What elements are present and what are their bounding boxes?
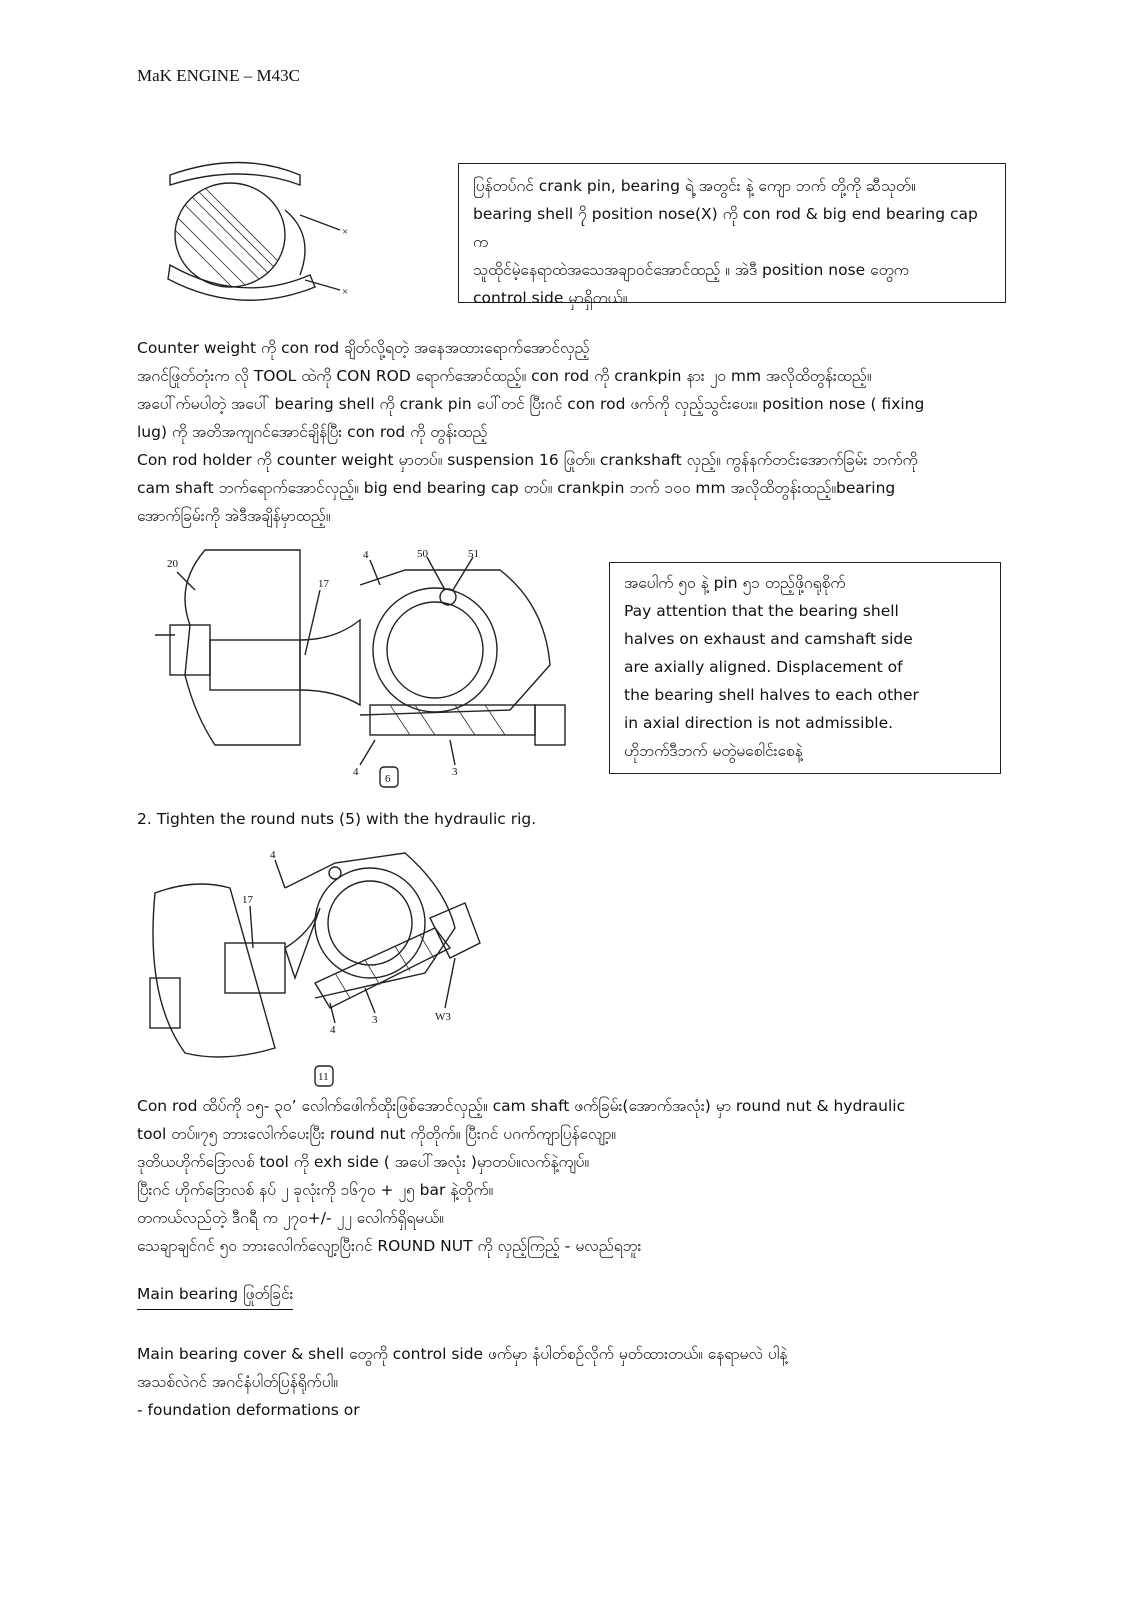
note-line: are axially aligned. Displacement of [624, 658, 903, 676]
text-line: tool တပ်။၇၅ ဘားလေါက်ပေးပြီး round nut ကိုတိုက်။ ပြီးဂင် ပဂက်ကျာပြန်လျော့။ [137, 1125, 616, 1143]
page-header: MaK ENGINE – M43C [137, 66, 300, 85]
con-rod-tightening-paragraph [137, 1092, 997, 1260]
counter-weight-paragraph [137, 334, 997, 530]
note-line: Pay attention that the bearing shell [624, 602, 899, 620]
label-4-bottom: 4 [330, 1024, 336, 1036]
position-nose-mark-2: × [342, 286, 349, 298]
label-17: 17 [318, 578, 329, 590]
label-4-top: 4 [270, 849, 276, 861]
text-line: Main bearing cover & shell တွေကို control side ဖက်မှာ နံပါတ်စဉ်လိုက် မှတ်ထားတယ်။ နေရာမလဲ ပါနဲ့ [137, 1345, 788, 1363]
figure-number-11: 11 [318, 1071, 329, 1083]
note-box-crank-pin [458, 163, 1006, 307]
text-line: ဒုတိယဟိုက်ဒြောလစ် tool ကို exh side ( အပေါ်အလုံး )မှာတပ်။လက်နဲ့ကျပ်။ [137, 1153, 590, 1171]
hydraulic-rig-figure [135, 848, 495, 1088]
note-line: ပြန်တပ်ဂင် crank pin, bearing ရဲ့ အတွင်း နဲ့ ကျော ဘက် တို့ကို ဆီသုတ်။ [473, 177, 916, 195]
label-4-top: 4 [363, 549, 369, 561]
figure-number-6: 6 [385, 773, 391, 785]
note-line: halves on exhaust and camshaft side [624, 630, 913, 648]
label-17: 17 [242, 894, 253, 906]
text-line: တကယ်လည်တဲ့ ဒီဂရီ က ၂၇၀+/- ၂၂ လေါက်ရှိရမယ်။ [137, 1209, 444, 1227]
text-line: Con rod holder ကို counter weight မှာတပ်။ suspension 16 ဖြုတ်။ crankshaft လှည့်။ ကွန်နက်တင်းအောက်ခြမ်း ဘက်ကို [137, 451, 918, 469]
text-line: သေချာချင်ဂင် ၅၀ ဘားလေါက်လျော့ပြီးဂင် ROUND NUT ကို လှည့်ကြည့် - မလည်ရဘူး [137, 1237, 642, 1255]
note-line: in axial direction is not admissible. [624, 714, 894, 732]
text-line: lug) ကို အတိအကျဂင်အောင်ချိန်ပြီး con rod ကို တွန်းထည့် [137, 423, 488, 441]
text-line: Con rod ထိပ်ကို ၁၅- ၃၀’ လေါက်ဖေါက်ထိုးဖြစ်အောင်လှည့်။ cam shaft ဖက်ခြမ်း(အောက်အလုံး) မှာ round nut & hydraulic [137, 1097, 906, 1115]
main-bearing-paragraph [137, 1340, 997, 1424]
text-line: Counter weight ကို con rod ချိတ်လို့ရတဲ့ အနေအထားရောက်အောင်လှည့် [137, 339, 590, 357]
label-50: 50 [417, 548, 428, 560]
section-heading-main-bearing: Main bearing ဖြုတ်ခြင်း [137, 1284, 293, 1310]
note-line: အပေါက် ၅၀ နဲ့ pin ၅၁ တည့်ဖို့ဂရုစိုက် [624, 574, 846, 592]
label-3: 3 [452, 766, 458, 778]
text-line: ပြီးဂင် ဟိုက်ဒြောလစ် နပ် ၂ ခုလုံးကို ၁၆၇၀ + ၂၅ bar နဲ့တိုက်။ [137, 1181, 494, 1199]
note-line: bearing shell ၇ို position nose(X) ကို con rod & big end bearing cap က [473, 205, 978, 251]
text-line: အဂင်ဖြုတ်တုံးက လို TOOL ထဲကို CON ROD ရောက်အောင်ထည့်။ con rod ကို crankpin နား ၂၀ mm အလိုထိတွန်းထည့်။ [137, 367, 872, 385]
con-rod-assembly-figure [155, 545, 585, 790]
note-line: ဟိုဘက်ဒီဘက် မတွဲမစေါင်းစေနဲ့ [624, 742, 803, 760]
note-line: control side မှာရှိတယ်။ [473, 289, 628, 307]
bearing-shell-figure [130, 155, 370, 315]
text-line: အသစ်လဲဂင် အဂင်နံပါတ်ပြန်ရိုက်ပါ။ [137, 1373, 338, 1391]
label-3: 3 [372, 1014, 378, 1026]
text-line: cam shaft ဘက်ရောက်အောင်လှည့်။ big end bearing cap တပ်။ crankpin ဘက် ၁၀၀ mm အလိုထိတွန်းထည့်။bearing [137, 479, 896, 497]
label-51: 51 [468, 548, 479, 560]
note-line: သူထိုင်မဲ့နေရာထဲအသေအချာဝင်အောင်ထည့် ။ အဲဒီ position nose တွေက [473, 261, 909, 279]
label-20: 20 [167, 558, 178, 570]
position-nose-mark-1: × [342, 226, 349, 238]
text-line: - foundation deformations or [137, 1401, 360, 1419]
step-2-text: 2. Tighten the round nuts (5) with the hydraulic rig. [137, 810, 537, 828]
note-box-alignment [609, 562, 1001, 774]
label-4-bottom: 4 [353, 766, 359, 778]
label-w3: W3 [435, 1011, 451, 1023]
text-line: အပေါ်က်မပါတဲ့ အပေါ် bearing shell ကို crank pin ပေါ်တင် ပြီးဂင် con rod ဖက်ကို လှည့်သွင်းပေး။ position nose ( fixing [137, 395, 925, 413]
note-line: the bearing shell halves to each other [624, 686, 919, 704]
text-line: အောက်ခြမ်းကို အဲဒီအချိန်မှာထည့်။ [137, 507, 331, 525]
